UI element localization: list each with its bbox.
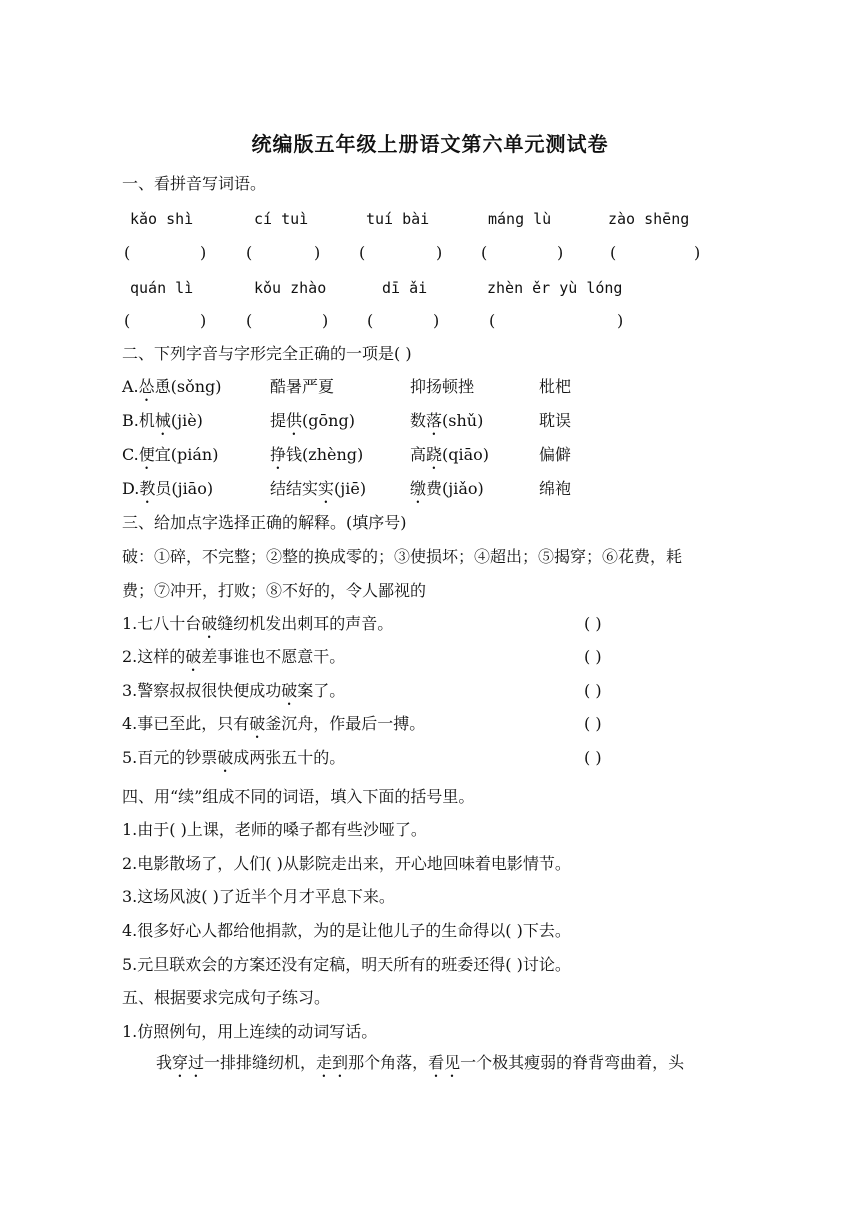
option-word: 绵袍 xyxy=(539,479,572,498)
option-word: 结结实实(jiē) xyxy=(270,479,367,498)
bracket-open: ( xyxy=(124,311,131,330)
option-word: 缴费(jiǎo) xyxy=(410,479,484,498)
bracket-open: ( xyxy=(246,243,253,262)
bracket-close: ) xyxy=(617,311,624,330)
option-word: 偏僻 xyxy=(539,445,572,464)
fill-item: 4.很多好心人都给他捐款，为的是让他儿子的生命得以( )下去。 xyxy=(122,921,571,940)
answer-blank[interactable]: ( ) xyxy=(584,748,602,767)
fill-item: 1.由于( )上课，老师的嗓子都有些沙哑了。 xyxy=(122,820,427,839)
pinyin-6: quán lì xyxy=(130,279,194,297)
option-word: 酷暑严夏 xyxy=(270,377,335,396)
fill-item: 5.元旦联欢会的方案还没有定稿，明天所有的班委还得( )讨论。 xyxy=(122,955,571,974)
bracket-close: ) xyxy=(557,243,564,262)
bracket-open: ( xyxy=(124,243,131,262)
example-sentence: 我穿过一排排缝纫机，走到那个角落，看见一个极其瘦弱的脊背弯曲着，头 xyxy=(156,1053,685,1072)
fill-item: 2.电影散场了，人们( )从影院走出来，开心地回味着电影情节。 xyxy=(122,854,571,873)
definition-line: 费；⑦冲开，打败；⑧不好的，令人鄙视的 xyxy=(122,581,427,600)
bracket-close: ) xyxy=(694,243,701,262)
answer-blank[interactable]: ( ) xyxy=(584,681,602,700)
pinyin-9: zhèn ěr yù lóng xyxy=(487,279,623,297)
option-word: 高跷(qiāo) xyxy=(410,445,490,464)
question-item: 3.警察叔叔很快便成功破案了。 xyxy=(122,681,346,700)
question-item: 2.这样的破差事谁也不愿意干。 xyxy=(122,647,346,666)
task-item: 1.仿照例句，用上连续的动词写话。 xyxy=(122,1022,378,1041)
pinyin-7: kǒu zhào xyxy=(254,279,327,297)
pinyin-4: máng lù xyxy=(488,210,552,228)
page-title: 统编版五年级上册语文第六单元测试卷 xyxy=(251,132,609,156)
question-item: 4.事已至此，只有破釜沉舟，作最后一搏。 xyxy=(122,714,426,733)
bracket-close: ) xyxy=(314,243,321,262)
pinyin-2: cí tuì xyxy=(254,210,309,228)
option-word: 挣钱(zhèng) xyxy=(270,445,364,464)
pinyin-8: dī ǎi xyxy=(382,279,428,297)
question-item: 5.百元的钞票破成两张五十的。 xyxy=(122,748,346,767)
bracket-close: ) xyxy=(322,311,329,330)
answer-blank[interactable]: ( ) xyxy=(584,647,602,666)
bracket-close: ) xyxy=(200,243,207,262)
definition-line: 破：①碎，不完整；②整的换成零的；③使损坏；④超出；⑤揭穿；⑥花费，耗 xyxy=(122,547,683,566)
section-3-heading: 三、给加点字选择正确的解释。(填序号) xyxy=(122,513,407,532)
bracket-close: ) xyxy=(200,311,207,330)
option-word: 耽误 xyxy=(539,411,572,430)
bracket-open: ( xyxy=(246,311,253,330)
fill-item: 3.这场风波( )了近半个月才平息下来。 xyxy=(122,887,395,906)
answer-blank[interactable]: ( ) xyxy=(584,614,602,633)
section-1-heading: 一、看拼音写词语。 xyxy=(122,174,267,193)
question-item: 1.七八十台破缝纫机发出刺耳的声音。 xyxy=(122,614,394,633)
bracket-close: ) xyxy=(433,311,440,330)
bracket-open: ( xyxy=(367,311,374,330)
pinyin-1: kǎo shì xyxy=(130,210,194,228)
bracket-open: ( xyxy=(359,243,366,262)
section-4-heading: 四、用“续”组成不同的词语，填入下面的括号里。 xyxy=(122,787,475,806)
answer-blank[interactable]: ( ) xyxy=(584,714,602,733)
option-word: 提供(gōng) xyxy=(270,411,355,430)
option-label: B.机械(jiè) xyxy=(122,411,203,430)
bracket-open: ( xyxy=(489,311,496,330)
bracket-open: ( xyxy=(610,243,617,262)
section-5-heading: 五、根据要求完成句子练习。 xyxy=(122,988,331,1007)
option-word: 抑扬顿挫 xyxy=(410,377,475,396)
option-word: 数落(shǔ) xyxy=(410,411,484,430)
pinyin-5: zào shēng xyxy=(608,210,690,228)
pinyin-3: tuí bài xyxy=(366,210,430,228)
option-label: A.怂恿(sǒng) xyxy=(122,377,222,396)
option-label: C.便宜(pián) xyxy=(122,445,219,464)
bracket-open: ( xyxy=(481,243,488,262)
option-label: D.教员(jiāo) xyxy=(122,479,214,498)
section-2-heading: 二、下列字音与字形完全正确的一项是( ) xyxy=(122,344,412,363)
bracket-close: ) xyxy=(436,243,443,262)
option-word: 枇杷 xyxy=(539,377,572,396)
